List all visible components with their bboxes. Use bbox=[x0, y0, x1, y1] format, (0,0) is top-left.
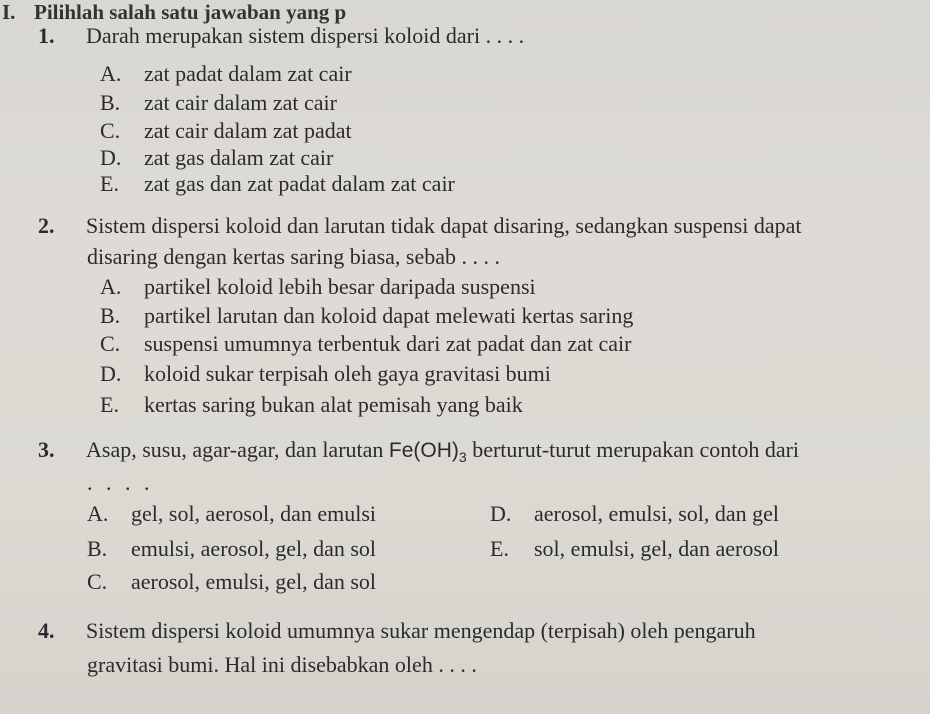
question-text-part: Asap, susu, agar-agar, dan larutan bbox=[86, 437, 389, 462]
option-3e bbox=[490, 536, 779, 562]
option-letter: C. bbox=[87, 569, 108, 594]
option-text: zat cair dalam zat cair bbox=[144, 90, 337, 115]
option-text: emulsi, aerosol, gel, dan sol bbox=[131, 536, 377, 561]
question-text: Sistem dispersi koloid umumnya sukar mengendap (terpisah) oleh pengaruh bbox=[86, 618, 756, 643]
option-1d bbox=[100, 145, 333, 171]
formula-base: Fe(OH) bbox=[388, 439, 459, 462]
question-text-continued: disaring dengan kertas saring biasa, sebab . . . . bbox=[87, 244, 500, 269]
option-text: aerosol, emulsi, gel, dan sol bbox=[131, 569, 377, 594]
option-text: suspensi umumnya terbentuk dari zat padat dan zat cair bbox=[144, 331, 632, 356]
question-text-continued: . . . . bbox=[87, 470, 154, 495]
option-letter: A. bbox=[100, 61, 122, 86]
option-letter: E. bbox=[100, 392, 119, 417]
option-2c bbox=[100, 331, 632, 357]
question-text-part: berturut-turut merupakan contoh dari bbox=[466, 437, 800, 462]
option-3b bbox=[87, 536, 376, 562]
option-letter: D. bbox=[490, 501, 512, 526]
option-text: gel, sol, aerosol, dan emulsi bbox=[131, 501, 377, 526]
option-2a bbox=[100, 274, 536, 300]
option-letter: A. bbox=[87, 501, 109, 526]
option-text: zat gas dalam zat cair bbox=[144, 145, 334, 170]
option-letter: D. bbox=[100, 361, 122, 386]
question-text: Darah merupakan sistem dispersi koloid dari . . . . bbox=[86, 23, 525, 48]
question-number: 3. bbox=[38, 437, 55, 462]
question-number: 4. bbox=[38, 618, 55, 643]
option-text: partikel koloid lebih besar daripada suspensi bbox=[144, 274, 536, 299]
option-text: partikel larutan dan koloid dapat melewati kertas saring bbox=[144, 303, 634, 328]
option-letter: B. bbox=[87, 536, 108, 561]
section-heading bbox=[2, 0, 346, 25]
option-3c bbox=[87, 569, 376, 595]
option-text: aerosol, emulsi, sol, dan gel bbox=[534, 501, 780, 526]
option-2b bbox=[100, 303, 633, 329]
option-1c bbox=[100, 118, 352, 144]
section-number: I. bbox=[2, 0, 16, 24]
chemical-formula bbox=[388, 439, 467, 466]
option-1b bbox=[100, 90, 337, 116]
option-letter: C. bbox=[100, 331, 121, 356]
question-number: 2. bbox=[38, 213, 55, 238]
question-text bbox=[86, 437, 799, 465]
option-text: zat padat dalam zat cair bbox=[144, 61, 352, 86]
option-letter: A. bbox=[100, 274, 122, 299]
option-1e bbox=[100, 171, 455, 197]
option-text: zat cair dalam zat padat bbox=[144, 118, 352, 143]
section-title: Pilihlah salah satu jawaban yang p bbox=[34, 0, 347, 24]
option-text: kertas saring bukan alat pemisah yang baik bbox=[144, 392, 523, 417]
question-number: 1. bbox=[38, 23, 55, 48]
option-letter: D. bbox=[100, 145, 122, 170]
option-letter: E. bbox=[490, 536, 509, 561]
formula-subscript: 3 bbox=[458, 449, 467, 466]
option-text: zat gas dan zat padat dalam zat cair bbox=[144, 171, 455, 196]
option-text: sol, emulsi, gel, dan aerosol bbox=[534, 536, 780, 561]
option-2e bbox=[100, 392, 523, 418]
option-letter: E. bbox=[100, 171, 119, 196]
option-1a bbox=[100, 61, 352, 87]
option-3a bbox=[87, 501, 376, 527]
option-letter: B. bbox=[100, 303, 121, 328]
option-text: koloid sukar terpisah oleh gaya gravitasi bumi bbox=[144, 361, 551, 386]
option-2d bbox=[100, 361, 551, 387]
option-letter: C. bbox=[100, 118, 121, 143]
question-text: Sistem dispersi koloid dan larutan tidak dapat disaring, sedangkan suspensi dapat bbox=[86, 213, 802, 238]
question-text-continued: gravitasi bumi. Hal ini disebabkan oleh . . . . bbox=[87, 652, 477, 677]
option-3d bbox=[490, 501, 779, 527]
option-letter: B. bbox=[100, 90, 121, 115]
